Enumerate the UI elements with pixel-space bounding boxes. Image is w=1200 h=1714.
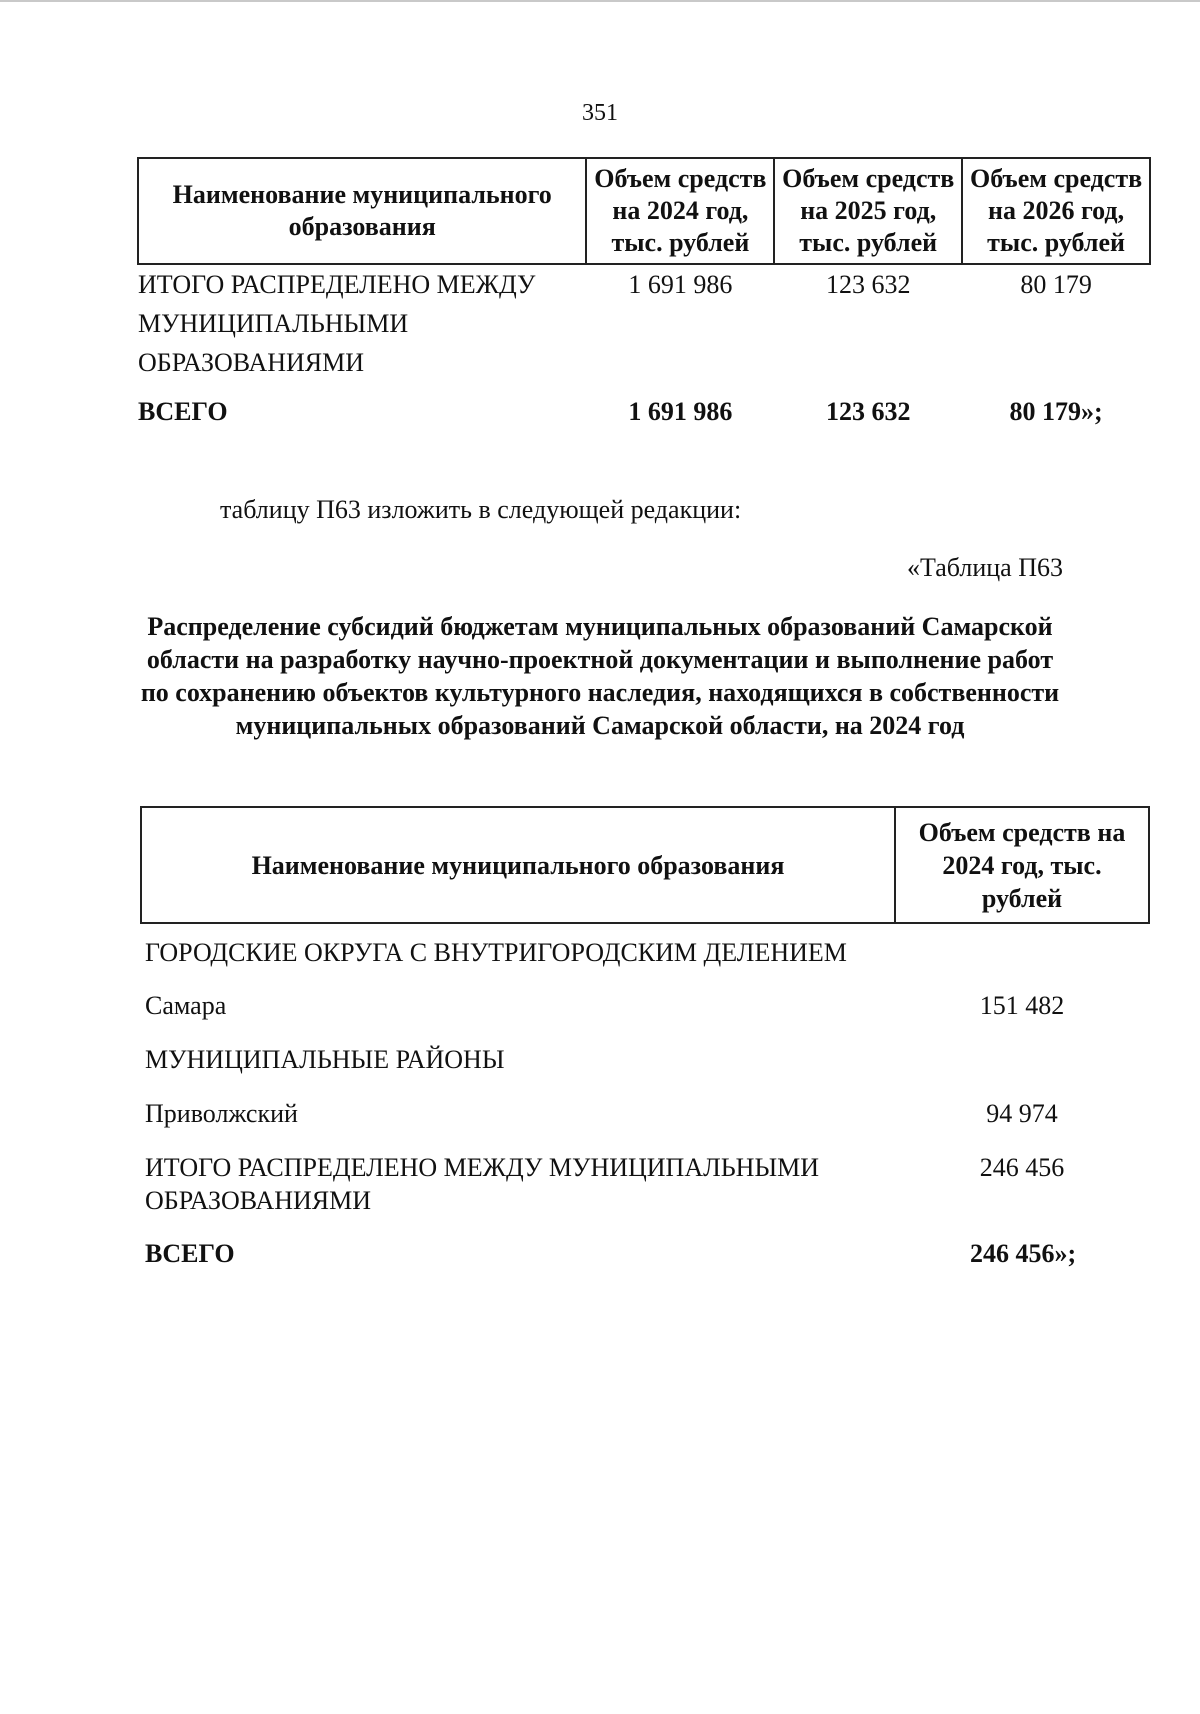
row-label: ВСЕГО — [145, 1239, 235, 1268]
table-row-total-distributed — [138, 264, 1150, 382]
amount-value: 246 456 — [979, 1153, 1065, 1182]
top-edge-rule — [0, 0, 1200, 2]
municipality-name: Самара — [145, 991, 227, 1020]
municipality-name: Приволжский — [145, 1099, 298, 1128]
header-2024: Объем средств на 2024 год, тыс. рублей — [586, 158, 774, 264]
table-row — [141, 1085, 1149, 1139]
spacer-row — [138, 382, 1150, 392]
amount-value: 151 482 — [979, 991, 1065, 1020]
row-label: ИТОГО РАСПРЕДЕЛЕНО МЕЖДУ МУНИЦИПАЛЬНЫМИ ОБРАЗОВАНИЯМИ — [138, 270, 536, 377]
value-2026: 80 179»; — [1009, 397, 1103, 426]
table-caption: «Таблица П63 — [907, 553, 1063, 582]
allocation-table-p63 — [140, 806, 1150, 1279]
value-2024: 1 691 986 — [628, 270, 733, 299]
header-2026: Объем средств на 2026 год, тыс. рублей — [962, 158, 1150, 264]
table-header-row — [138, 158, 1150, 264]
value-2024: 1 691 986 — [628, 397, 733, 426]
allocation-table-previous — [137, 157, 1151, 431]
row-label: ВСЕГО — [138, 397, 228, 426]
value-2025: 123 632 — [825, 270, 911, 299]
page-number: 351 — [582, 100, 618, 126]
header-municipality: Наименование муниципального образования — [138, 158, 586, 264]
row-label: ИТОГО РАСПРЕДЕЛЕНО МЕЖДУ МУНИЦИПАЛЬНЫМИ ОБРАЗОВАНИЯМИ — [145, 1153, 820, 1215]
amount-value: 246 456»; — [970, 1239, 1077, 1268]
section-label: ГОРОДСКИЕ ОКРУГА С ВНУТРИГОРОДСКИМ ДЕЛЕНИЕМ — [145, 938, 847, 967]
section-label: МУНИЦИПАЛЬНЫЕ РАЙОНЫ — [145, 1045, 505, 1074]
table-row — [141, 977, 1149, 1031]
value-2025: 123 632 — [825, 397, 911, 426]
value-2026: 80 179 — [1020, 270, 1092, 299]
header-2024: Объем средств на 2024 год, тыс. рублей — [895, 807, 1149, 923]
table-row-grand-total — [141, 1225, 1149, 1279]
document-title: Распределение субсидий бюджетам муниципальных образований Самарской области на разработку научно-проектной документации и выполнение работ по сохранению объектов культурного наследия, находящихся в собственности муниципальных образований Самарской области, на 2024 год — [140, 612, 1060, 740]
amendment-instruction: таблицу П63 изложить в следующей редакции: — [220, 495, 742, 524]
table-row-total-distributed — [141, 1139, 1149, 1225]
table-header-row — [141, 807, 1149, 923]
table-row-grand-total — [138, 392, 1150, 431]
header-municipality: Наименование муниципального образования — [141, 807, 895, 923]
amount-value: 94 974 — [986, 1099, 1058, 1128]
table-row-section — [141, 923, 1149, 977]
table-row-section — [141, 1031, 1149, 1085]
header-2025: Объем средств на 2025 год, тыс. рублей — [774, 158, 962, 264]
